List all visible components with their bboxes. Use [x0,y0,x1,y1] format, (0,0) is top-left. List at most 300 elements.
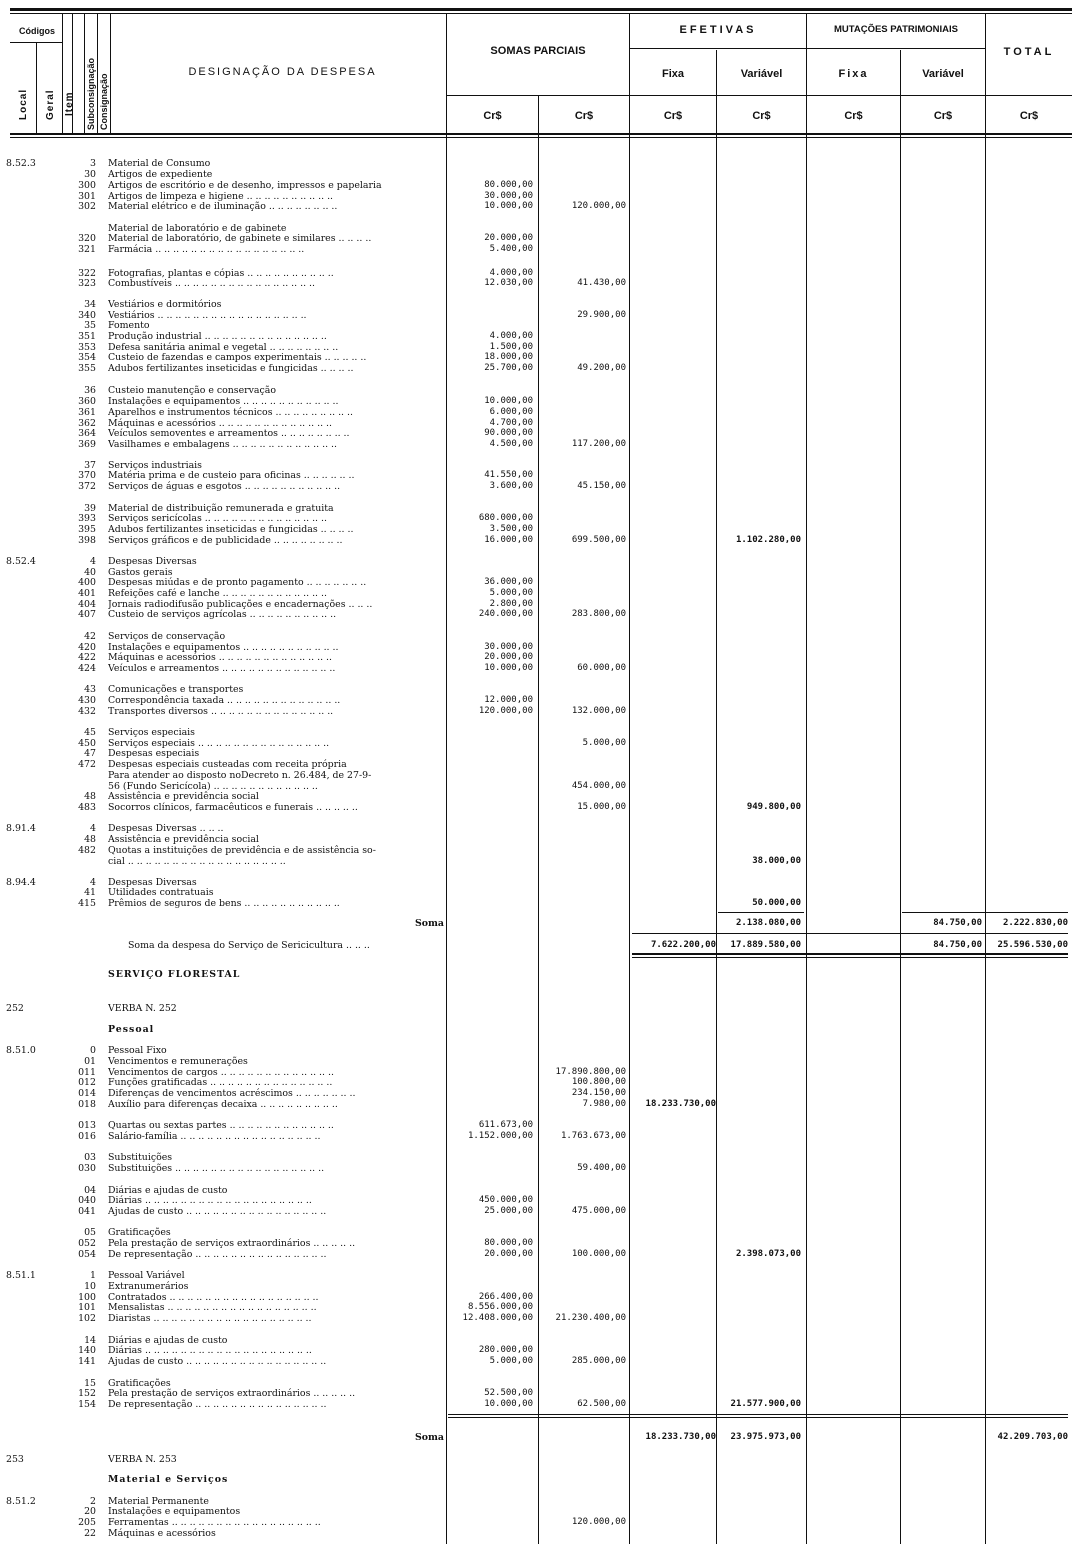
row-description: Vasilhames e embalagens .. .. .. .. .. .. .. .. .. .. .. .. [108,439,337,450]
row-amount-c4: 50.000,00 [752,898,801,908]
table-row [0,969,1083,980]
row-description: De representação .. .. .. .. .. .. .. .. .. .. .. .. .. .. .. [108,1399,327,1410]
row-amount-c1: 20.000,00 [484,652,533,662]
row-amount-c2: 59.400,00 [577,1163,626,1173]
table-row [0,770,1083,781]
table-row [0,898,1083,909]
row-description: Serviços especiais .. .. .. .. .. .. .. .. .. .. .. .. .. .. .. [108,738,330,749]
row-description: Vestiários .. .. .. .. .. .. .. .. .. .. .. .. .. .. .. .. .. [108,310,307,321]
row-amount-c1: 30.000,00 [484,191,533,201]
table-row [0,1120,1083,1131]
row-description: Custeio de serviços agrícolas .. .. .. .. .. .. .. .. .. .. [108,609,337,620]
row-code: 102 [78,1313,96,1324]
row-description: Ferramentas .. .. .. .. .. .. .. .. .. .. .. .. .. .. .. .. .. [108,1517,321,1528]
row-description: Material de laboratório e de gabinete [108,223,287,234]
row-description: Soma [414,918,444,929]
row-code: 48 [84,834,96,845]
table-row [0,1313,1083,1324]
table-row [0,1045,1083,1056]
row-code: 355 [78,363,96,374]
row-code: 370 [78,470,96,481]
row-amount-c1: 18.000,00 [484,352,533,362]
header-cr-5: Cr$ [844,110,863,122]
row-code: 040 [78,1195,96,1206]
header-fixa-2: Fixa [838,68,869,80]
table-row [0,1270,1083,1281]
row-description: SERVIÇO FLORESTAL [108,969,241,980]
row-amount-c2: 41.430,00 [577,278,626,288]
row-description: Adubos fertilizantes inseticidas e fungicidas .. .. .. .. [108,524,354,535]
row-description: Soma da despesa do Serviço de Sericicultura .. .. .. [128,940,370,951]
table-row [0,278,1083,289]
header-cr-1: Cr$ [483,110,502,122]
table-row [0,663,1083,674]
row-amount-c1: 280.000,00 [478,1345,533,1355]
row-amount-c2: 7.980,00 [582,1099,626,1109]
row-code: 420 [78,642,96,653]
row-amount-c4: 2.138.080,00 [735,918,801,928]
row-amount-c1: 80.000,00 [484,180,533,190]
row-code: 054 [78,1249,96,1260]
row-code: 321 [78,244,96,255]
row-code: 353 [78,342,96,353]
row-code: 22 [84,1528,96,1539]
row-code: 42 [84,631,96,642]
row-code: 300 [78,180,96,191]
row-code: 395 [78,524,96,535]
row-description: Soma [414,1432,444,1443]
row-description: Serviços industriais [108,460,202,471]
row-description: Custeio manutenção e conservação [108,385,277,396]
row-code: 48 [84,791,96,802]
header-cr-3: Cr$ [663,110,683,122]
row-code: 361 [78,407,96,418]
row-code-local: 8.51.1 [6,1270,36,1281]
row-code: 302 [78,201,96,212]
row-amount-c4: 1.102.280,00 [735,535,801,545]
row-code: 05 [84,1227,96,1238]
table-row [0,1302,1083,1313]
row-description: Artigos de escritório e de desenho, impressos e papelaria [108,180,382,191]
table-row [0,169,1083,180]
row-code: 2 [90,1496,96,1507]
row-amount-c1: 6.000,00 [489,407,533,417]
row-description: Pela prestação de serviços extraordinários .. .. .. .. .. [108,1238,356,1249]
table-row [0,823,1083,834]
header-mutacoes: MUTAÇÕES PATRIMONIAIS [833,24,959,35]
row-amount-c4: 23.975.973,00 [730,1432,801,1442]
row-description: Defesa sanitária animal e vegetal .. .. .. .. .. .. .. .. [108,342,339,353]
row-amount-c1: 5.000,00 [489,588,533,598]
row-code: 152 [78,1388,96,1399]
table-row [0,1206,1083,1217]
row-description: Artigos de limpeza e higiene .. .. .. .. .. .. .. .. .. .. [108,191,334,202]
row-code: 369 [78,439,96,450]
row-description: Utilidades contratuais [108,887,214,898]
row-amount-c2: 5.000,00 [582,738,626,748]
header-local: Local [18,88,29,120]
row-amount-c2: 454.000,00 [571,781,626,791]
table-row [0,385,1083,396]
row-description: Diaristas .. .. .. .. .. .. .. .. .. .. .. .. .. .. .. .. .. .. [108,1313,312,1324]
row-description: Máquinas e acessórios [108,1528,216,1539]
row-code-local: 8.51.0 [6,1045,36,1056]
table-row [0,481,1083,492]
row-amount-c2: 15.000,00 [577,802,626,812]
row-description: Ajudas de custo .. .. .. .. .. .. .. .. .. .. .. .. .. .. .. .. [108,1206,327,1217]
row-description: Socorros clínicos, farmacêuticos e funerais .. .. .. .. .. [108,802,358,813]
row-code: 322 [78,268,96,279]
row-code: 014 [78,1088,96,1099]
row-amount-c1: 611.673,00 [478,1120,533,1130]
row-description: Transportes diversos .. .. .. .. .. .. .. .. .. .. .. .. .. .. [108,706,334,717]
row-description: Máquinas e acessórios .. .. .. .. .. .. .. .. .. .. .. .. .. [108,652,332,663]
table-row [0,352,1083,363]
row-amount-c1: 10.000,00 [484,1399,533,1409]
row-code: 37 [84,460,96,471]
row-amount-c7: 42.209.703,00 [997,1432,1068,1442]
row-code: 35 [84,320,96,331]
row-code: 04 [84,1185,96,1196]
row-description: Salário-família .. .. .. .. .. .. .. .. .. .. .. .. .. .. .. .. [108,1131,321,1142]
row-amount-c1: 25.700,00 [484,363,533,373]
row-description: Diárias e ajudas de custo [108,1185,228,1196]
row-code: 400 [78,577,96,588]
row-code: 432 [78,706,96,717]
row-description: Instalações e equipamentos .. .. .. .. .. .. .. .. .. .. .. [108,396,339,407]
table-row [0,320,1083,331]
table-row [0,1195,1083,1206]
row-description: Ajudas de custo .. .. .. .. .. .. .. .. .. .. .. .. .. .. .. .. [108,1356,327,1367]
table-row [0,1003,1083,1014]
row-code: 351 [78,331,96,342]
table-row [0,791,1083,802]
row-description: Farmácia .. .. .. .. .. .. .. .. .. .. .. .. .. .. .. .. .. [108,244,305,255]
row-code: 323 [78,278,96,289]
row-amount-c1: 8.556.000,00 [467,1302,533,1312]
table-row [0,940,1083,951]
row-description: Diárias e ajudas de custo [108,1335,228,1346]
row-amount-c7: 2.222.830,00 [1002,918,1068,928]
row-amount-c3: 18.233.730,00 [645,1099,716,1109]
row-code: 424 [78,663,96,674]
row-description: Pessoal [108,1024,155,1035]
row-code-local: 252 [6,1003,24,1014]
row-amount-c4: 21.577.900,00 [730,1399,801,1409]
row-amount-c2: 45.150,00 [577,481,626,491]
table-row [0,396,1083,407]
row-code: 41 [84,887,96,898]
row-description: Auxílio para diferenças decaixa .. .. .. .. .. .. .. .. .. [108,1099,338,1110]
row-description: Produção industrial .. .. .. .. .. .. .. .. .. .. .. .. .. .. [108,331,327,342]
row-description: Quartas ou sextas partes .. .. .. .. .. .. .. .. .. .. .. .. [108,1120,334,1131]
table-row [0,1388,1083,1399]
row-code: 030 [78,1163,96,1174]
table-row [0,706,1083,717]
row-code: 4 [90,877,96,888]
row-code: 40 [84,567,96,578]
row-code: 354 [78,352,96,363]
table-row [0,1345,1083,1356]
row-code: 34 [84,299,96,310]
row-code: 415 [78,898,96,909]
row-amount-c2: 62.500,00 [577,1399,626,1409]
row-description: Gratificações [108,1227,171,1238]
row-amount-c1: 680.000,00 [478,513,533,523]
row-amount-c4: 38.000,00 [752,856,801,866]
header-cr-7: Cr$ [1019,110,1039,122]
row-description: Despesas Diversas [108,877,197,888]
row-amount-c1: 36.000,00 [484,577,533,587]
row-code: 01 [84,1056,96,1067]
row-code: 100 [78,1292,96,1303]
row-amount-c1: 5.000,00 [489,1356,533,1366]
table-row [0,233,1083,244]
row-description: Fomento [108,320,150,331]
row-amount-c1: 20.000,00 [484,1249,533,1259]
table-row [0,1024,1083,1035]
table-row [0,1163,1083,1174]
row-amount-c2: 285.000,00 [571,1356,626,1366]
row-amount-c1: 1.500,00 [489,342,533,352]
table-row [0,244,1083,255]
row-code-local: 253 [6,1454,24,1465]
row-code: 483 [78,802,96,813]
row-code: 362 [78,418,96,429]
row-code-local: 8.94.4 [6,877,36,888]
table-row [0,1454,1083,1465]
row-amount-c1: 80.000,00 [484,1238,533,1248]
row-code: 430 [78,695,96,706]
row-amount-c2: 29.900,00 [577,310,626,320]
row-description: Despesas Diversas [108,556,197,567]
header-efetivas: EFETIVAS [679,24,757,36]
table-row [0,1474,1083,1485]
row-description: Vencimentos de cargos .. .. .. .. .. .. .. .. .. .. .. .. .. [108,1067,334,1078]
row-description: Refeições café e lanche .. .. .. .. .. .. .. .. .. .. .. .. [108,588,327,599]
row-description: Despesas especiais [108,748,200,759]
table-row [0,1249,1083,1260]
row-description: Diárias .. .. .. .. .. .. .. .. .. .. .. .. .. .. .. .. .. .. .. [108,1195,312,1206]
row-description: Adubos fertilizantes inseticidas e fungicidas .. .. .. .. [108,363,354,374]
row-code: 018 [78,1099,96,1110]
row-description: Comunicações e transportes [108,684,244,695]
table-row [0,428,1083,439]
row-code: 372 [78,481,96,492]
row-amount-c1: 4.500,00 [489,439,533,449]
row-description: Máquinas e acessórios .. .. .. .. .. .. .. .. .. .. .. .. .. [108,418,332,429]
row-amount-c1: 3.600,00 [489,481,533,491]
table-row [0,684,1083,695]
table-row [0,407,1083,418]
row-code: 30 [84,169,96,180]
row-code: 301 [78,191,96,202]
row-code: 43 [84,684,96,695]
row-amount-c3: 18.233.730,00 [645,1432,716,1442]
row-code: 140 [78,1345,96,1356]
row-amount-c1: 90.000,00 [484,428,533,438]
row-description: Serviços de águas e esgotos .. .. .. .. .. .. .. .. .. .. .. [108,481,341,492]
row-code: 360 [78,396,96,407]
row-amount-c1: 12.408.000,00 [462,1313,533,1323]
row-code: 016 [78,1131,96,1142]
table-row [0,1152,1083,1163]
header-designacao: DESIGNAÇÃO DA DESPESA [188,66,377,78]
row-description: Vestiários e dormitórios [108,299,222,310]
row-code: 404 [78,599,96,610]
table-row [0,887,1083,898]
table-row [0,695,1083,706]
row-amount-c1: 41.550,00 [484,470,533,480]
row-code: 012 [78,1077,96,1088]
row-description: Jornais radiodifusão publicações e encadernações .. .. .. [108,599,373,610]
table-row [0,180,1083,191]
row-code: 36 [84,385,96,396]
header-geral: Geral [45,89,56,120]
row-description: Pessoal Variável [108,1270,185,1281]
row-amount-c2: 283.800,00 [571,609,626,619]
row-description: Prêmios de seguros de bens .. .. .. .. .. .. .. .. .. .. .. [108,898,340,909]
row-amount-c1: 266.400,00 [478,1292,533,1302]
row-description: Assistência e previdência social [108,791,259,802]
table-row [0,727,1083,738]
table-row [0,524,1083,535]
table-row [0,759,1083,770]
row-amount-c6: 84.750,00 [933,918,982,928]
header-variavel: Variável [740,68,783,80]
row-code: 4 [90,556,96,567]
row-amount-c1: 4.700,00 [489,418,533,428]
row-description: Quotas a instituições de previdência e de assistência so- [108,845,376,856]
row-amount-c1: 1.152.000,00 [467,1131,533,1141]
row-amount-c7: 25.596.530,00 [997,940,1068,950]
row-amount-c2: 699.500,00 [571,535,626,545]
table-row [0,652,1083,663]
row-description: VERBA N. 253 [108,1454,177,1465]
row-amount-c1: 12.000,00 [484,695,533,705]
row-description: Correspondência taxada .. .. .. .. .. .. .. .. .. .. .. .. .. [108,695,341,706]
row-code: 47 [84,748,96,759]
header-codigos: Códigos [19,26,55,36]
row-amount-c6: 84.750,00 [933,940,982,950]
row-description: De representação .. .. .. .. .. .. .. .. .. .. .. .. .. .. .. [108,1249,327,1260]
table-row [0,1056,1083,1067]
row-description: Pessoal Fixo [108,1045,167,1056]
table-row [0,201,1083,212]
row-description: Assistência e previdência social [108,834,259,845]
table-row [0,918,1083,929]
row-description: Material de Consumo [108,158,211,169]
row-amount-c1: 450.000,00 [478,1195,533,1205]
row-code: 340 [78,310,96,321]
row-description: Fotografias, plantas e cópias .. .. .. .. .. .. .. .. .. .. [108,268,334,279]
header-cr-6: Cr$ [933,110,953,122]
row-amount-c1: 4.000,00 [489,331,533,341]
row-code: 013 [78,1120,96,1131]
row-description: Combustíveis .. .. .. .. .. .. .. .. .. .. .. .. .. .. .. .. [108,278,316,289]
row-description: Aparelhos e instrumentos técnicos .. .. .. .. .. .. .. .. .. [108,407,353,418]
row-description: Matéria prima e de custeio para oficinas .. .. .. .. .. .. [108,470,355,481]
row-code: 3 [90,158,96,169]
table-row [0,535,1083,546]
row-amount-c2: 100.800,00 [571,1077,626,1087]
row-description: Material e Serviços [108,1474,229,1485]
header-cr-2: Cr$ [574,110,594,122]
row-amount-c2: 1.763.673,00 [560,1131,626,1141]
row-code: 398 [78,535,96,546]
row-amount-c4: 949.800,00 [746,802,801,812]
row-code: 154 [78,1399,96,1410]
row-description: Diferenças de vencimentos acréscimos .. .. .. .. .. .. .. [108,1088,356,1099]
row-code: 450 [78,738,96,749]
table-row [0,470,1083,481]
row-amount-c4: 17.889.580,00 [730,940,801,950]
table-row [0,1356,1083,1367]
row-code: 482 [78,845,96,856]
row-code-local: 8.51.2 [6,1496,36,1507]
row-amount-c1: 30.000,00 [484,642,533,652]
row-code: 052 [78,1238,96,1249]
row-description: Despesas miúdas e de pronto pagamento .. .. .. .. .. .. .. [108,577,367,588]
table-row [0,1238,1083,1249]
row-code: 472 [78,759,96,770]
row-description: Material de distribuição remunerada e gratuita [108,503,334,514]
row-description: Pela prestação de serviços extraordinários .. .. .. .. .. [108,1388,356,1399]
row-description: Diárias .. .. .. .. .. .. .. .. .. .. .. .. .. .. .. .. .. .. .. [108,1345,312,1356]
row-description: Instalações e equipamentos [108,1506,241,1517]
row-description: Serviços especiais [108,727,195,738]
table-row [0,845,1083,856]
table-row [0,331,1083,342]
row-description: Material de laboratório, de gabinete e similares .. .. .. .. [108,233,372,244]
row-code: 1 [90,1270,96,1281]
row-amount-c2: 117.200,00 [571,439,626,449]
row-description: Despesas especiais custeadas com receita própria [108,759,347,770]
table-row [0,1227,1083,1238]
row-code: 407 [78,609,96,620]
row-amount-c1: 12.030,00 [484,278,533,288]
table-row [0,1281,1083,1292]
row-code: 03 [84,1152,96,1163]
row-amount-c1: 52.500,00 [484,1388,533,1398]
row-description: Para atender ao disposto noDecreto n. 26.484, de 27-9- [108,770,372,781]
table-row [0,439,1083,450]
row-code: 011 [78,1067,96,1078]
row-description: Gratificações [108,1378,171,1389]
row-amount-c1: 4.000,00 [489,268,533,278]
row-description: Material Permanente [108,1496,209,1507]
table-row [0,834,1083,845]
row-code: 15 [84,1378,96,1389]
row-amount-c1: 2.800,00 [489,599,533,609]
row-amount-c1: 5.400,00 [489,244,533,254]
table-row [0,577,1083,588]
table-row [0,1528,1083,1539]
row-description: Artigos de expediente [108,169,213,180]
header-fixa: Fixa [661,68,684,80]
row-code: 101 [78,1302,96,1313]
row-code: 4 [90,823,96,834]
row-description: 56 (Fundo Sericícola) .. .. .. .. .. .. .. .. .. .. .. .. [108,781,318,792]
table-row [0,1088,1083,1099]
row-description: Mensalistas .. .. .. .. .. .. .. .. .. .. .. .. .. .. .. .. .. [108,1302,317,1313]
row-code: 393 [78,513,96,524]
header-item: Item [64,91,75,116]
row-amount-c2: 120.000,00 [571,201,626,211]
row-code: 320 [78,233,96,244]
row-description: Custeio de fazendas e campos experimentais .. .. .. .. .. [108,352,367,363]
table-row [0,299,1083,310]
